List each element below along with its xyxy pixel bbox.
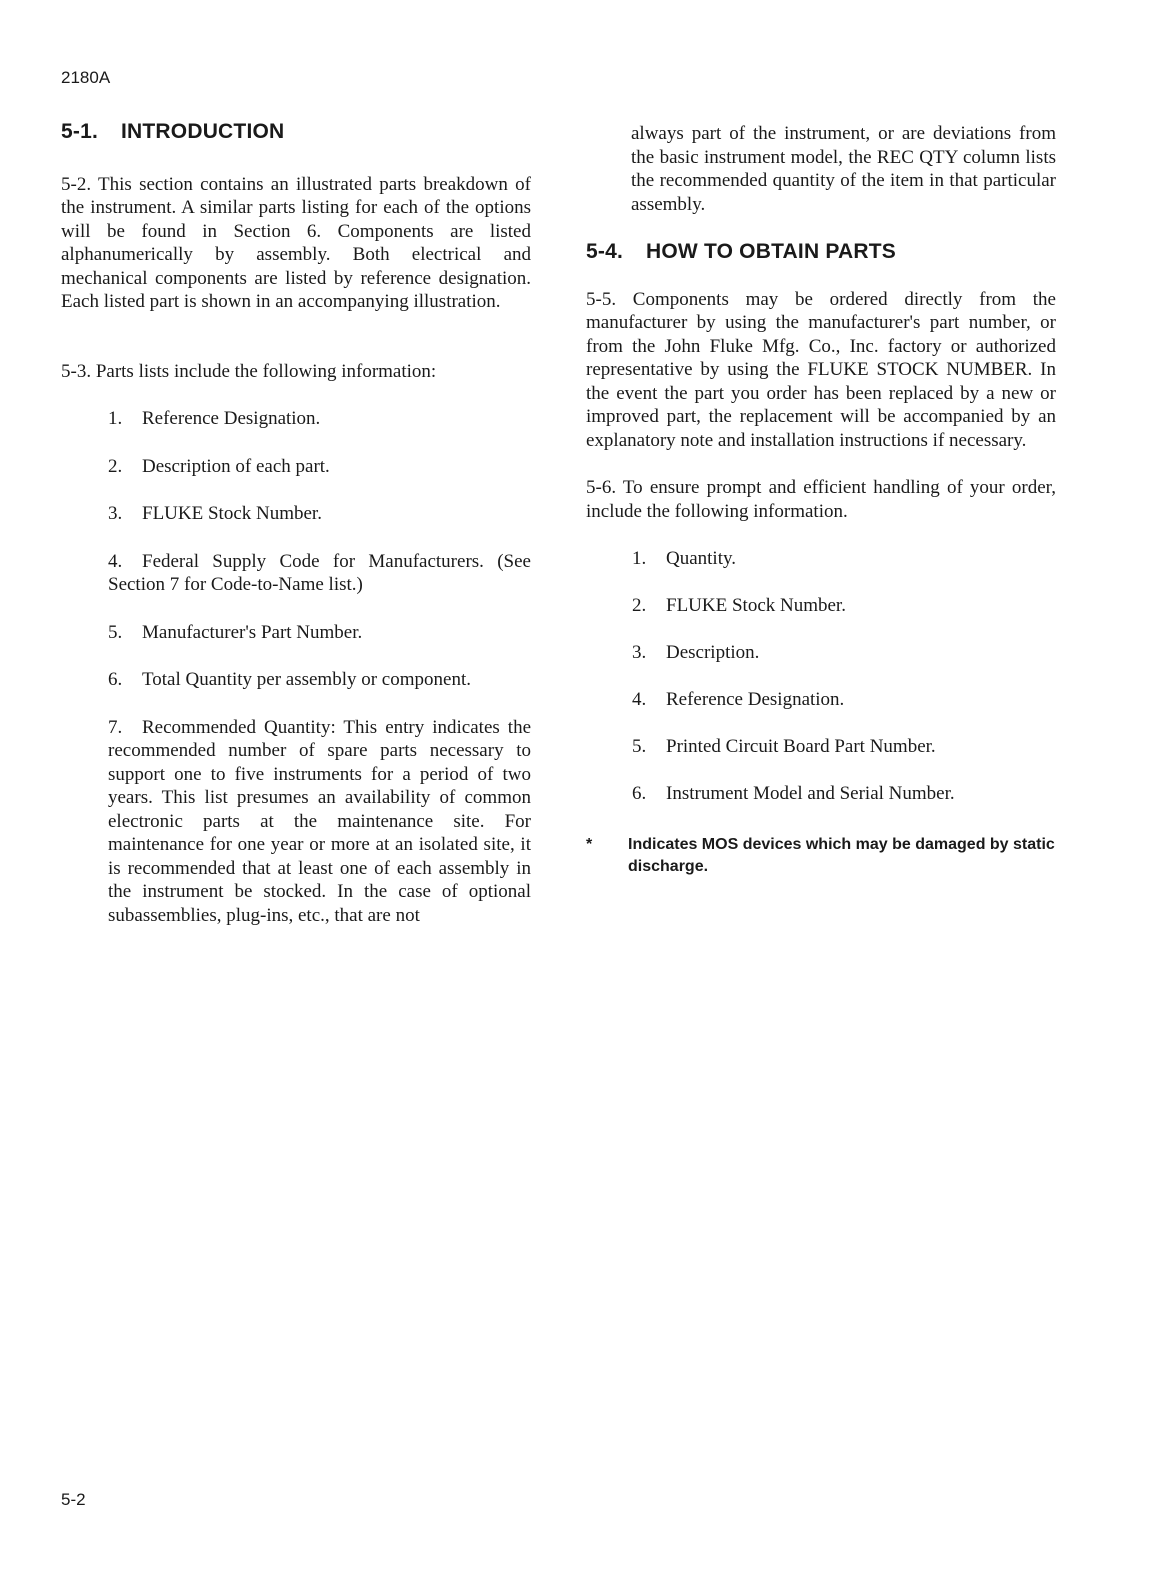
- list-item: [108, 668, 531, 692]
- list-item-text: Description of each part.: [142, 455, 330, 477]
- section-number: 5-1.: [61, 120, 98, 143]
- list-item-text: FLUKE Stock Number.: [666, 595, 846, 616]
- list-item-number: 4.: [108, 550, 123, 572]
- list-item-text: Instrument Model and Serial Number.: [666, 783, 955, 804]
- list-item-text: Federal Supply Code for Manufacturers. (See Section 7 for Code-to-Name list.): [108, 550, 531, 595]
- left-column: [61, 120, 531, 927]
- list-item-number: 1.: [108, 408, 123, 429]
- list-item: [108, 455, 531, 479]
- list-item: [108, 621, 531, 645]
- list-item-number: 6.: [632, 783, 647, 804]
- section-heading-introduction: [61, 120, 531, 144]
- list-item-text: Printed Circuit Board Part Number.: [666, 736, 936, 757]
- list-item-text: Recommended Quantity: This entry indicates the recommended number of spare parts necessary to support one to five instruments for a period of two years. This list presumes an availability of common electronic parts at the maintenance site. For maintenance for one year or more at an isolated site, it is recommended that at least one of each assembly in the instrument be stocked. In the case of optional subassemblies, plug-ins, etc., that are not: [108, 716, 531, 926]
- page-header-model: 2180A: [61, 68, 111, 87]
- list-item: [632, 641, 1056, 665]
- list-item: [632, 735, 1056, 759]
- list-item-number: 2.: [108, 455, 123, 477]
- asterisk-icon: *: [586, 835, 593, 853]
- section-number: 5-4.: [586, 240, 623, 263]
- list-item-number: 3.: [632, 642, 647, 663]
- paragraph-5-6: 5-6. To ensure prompt and efficient handling of your order, include the following information.: [586, 477, 1056, 522]
- section-title: HOW TO OBTAIN PARTS: [646, 240, 896, 263]
- list-item-text: Quantity.: [666, 548, 737, 569]
- list-item-text: Manufacturer's Part Number.: [142, 621, 363, 643]
- paragraph-continuation: always part of the instrument, or are deviations from the basic instrument model, the REC QTY column lists the recommended quantity of the item in that particular assembly.: [631, 123, 1056, 215]
- list-item-number: 3.: [108, 503, 123, 524]
- list-item-number: 5.: [632, 736, 647, 757]
- list-item-text: Reference Designation.: [142, 408, 321, 429]
- list-item: [108, 502, 531, 526]
- right-column: [586, 122, 1056, 878]
- parts-list-info: [108, 407, 531, 927]
- paragraph-5-5: 5-5. Components may be ordered directly from the manufacturer by using the manufacturer's part number, or from the John Fluke Mfg. Co., Inc. factory or authorized representative by using the FLUKE STOCK NUMBER. In the event the part you order has been replaced by a new or improved part, the replacement will be accompanied by an explanatory note and installation instructions if necessary.: [586, 288, 1056, 451]
- note-text: Indicates MOS devices which may be damaged by static discharge.: [628, 835, 1055, 875]
- paragraph-5-3: 5-3. Parts lists include the following information:: [61, 360, 437, 382]
- list-item-number: 7.: [108, 716, 123, 738]
- page-number: 5-2: [61, 1490, 86, 1509]
- list-item: [632, 782, 1056, 806]
- list-item-number: 5.: [108, 621, 123, 643]
- list-item-number: 2.: [632, 595, 647, 616]
- list-item-text: Description.: [666, 642, 760, 663]
- list-item: [108, 407, 531, 431]
- list-item-number: 6.: [108, 669, 123, 690]
- list-item: [108, 716, 531, 928]
- list-item: [632, 594, 1056, 618]
- list-item-number: 1.: [632, 548, 647, 569]
- list-item: [632, 547, 1056, 571]
- paragraph-5-2: 5-2. This section contains an illustrated parts breakdown of the instrument. A similar parts listing for each of the options will be found in Section 6. Components are listed alphanumerically by assembly. Both electrical and mechanical components are listed by reference designation. Each listed part is shown in an accompanying illustration.: [61, 173, 531, 312]
- list-item-number: 4.: [632, 689, 647, 710]
- list-item: [632, 688, 1056, 712]
- list-item-text: Reference Designation.: [666, 689, 845, 710]
- list-item-text: FLUKE Stock Number.: [142, 503, 322, 524]
- mos-warning-note: [586, 834, 1056, 878]
- order-info-list: [632, 547, 1056, 806]
- list-item-text: Total Quantity per assembly or component.: [142, 669, 471, 690]
- list-item: [108, 550, 531, 597]
- section-heading-how-to-obtain-parts: [586, 240, 1056, 264]
- section-title: INTRODUCTION: [121, 120, 285, 143]
